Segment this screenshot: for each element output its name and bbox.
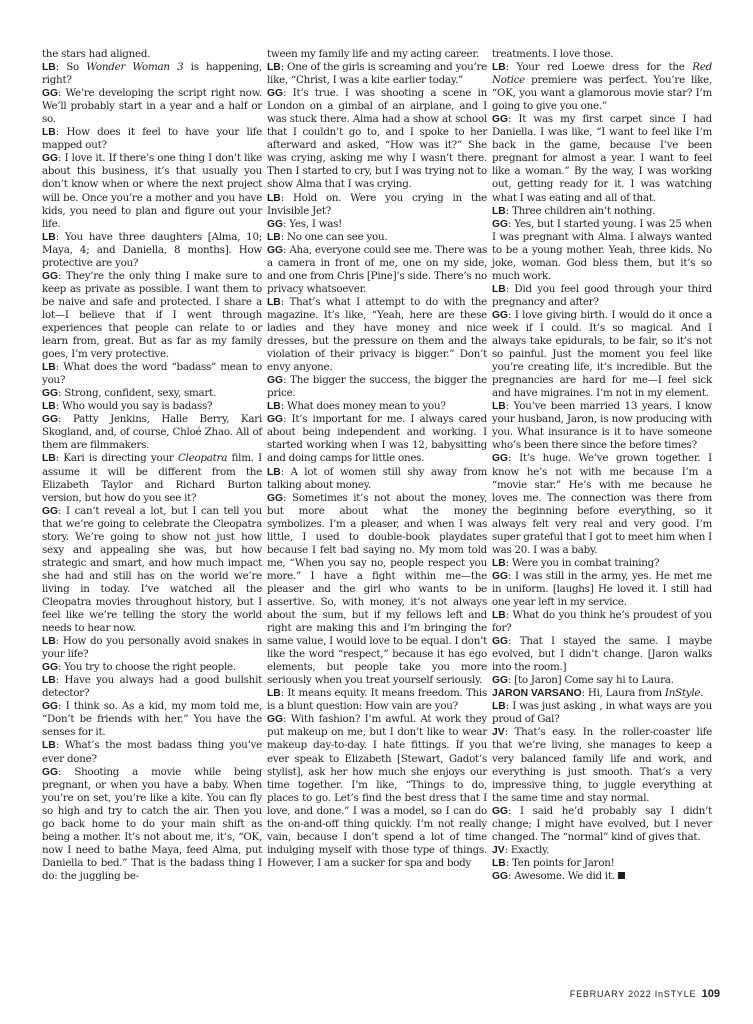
speaker-label: GG [492,218,509,230]
speaker-label: GG [492,675,509,687]
speaker-label: LB [492,62,506,74]
speaker-label: GG [42,766,59,778]
interview-paragraph: GG: I said he’d probably say I didn’t change; I might have evolved, but I never changed. The “normal” kind of gives that. [492,804,712,843]
interview-paragraph: GG: We’re developing the script right now. We’ll probably start in a year and a half or so. [42,87,262,126]
interview-paragraph: GG: It’s important for me. I always cared about being independent and working. I started working when I was 12, babysitting and doing camps for little ones. [267,413,487,465]
speaker-label: LB [267,192,281,204]
interview-paragraph: LB: What’s the most badass thing you’ve ever done? [42,739,262,765]
speaker-label: GG [267,492,284,504]
speaker-label: LB [42,740,56,752]
paragraph-text-cont: premiere was perfect. You’re like, “OK, you want a glamorous movie star? I’m going to give you one.” [492,74,712,113]
speaker-label: GG [492,453,509,465]
interview-paragraph: GG: I love it. If there’s one thing I don’t like about this business, it’s that usually you don’t know when or where the next project will be. Once you’re a mother and you have kids, you need to plan and figure out your life. [42,152,263,230]
paragraph-text: They’re the only thing I make sure to keep as private as possible. I want them to be naive and safe and protected. I share a lot—I believe that if I went through experiences that people can relate to or learn from, great. But as far as my family goes, I’m very protective. [42,269,262,361]
paragraph-text: I said he’d probably say I didn’t change; I might have evolved, but I never changed. The “normal” kind of gives that. [492,804,712,843]
paragraph-text: Awesome. We did it. [514,869,615,882]
interview-paragraph: LB: Who would you say is badass? [42,400,213,413]
paragraph-text: Who would you say is badass? [61,400,213,413]
interview-paragraph: GG: The bigger the success, the bigger the price. [267,374,487,400]
speaker-label: LB [267,62,281,74]
speaker-label: GG [267,244,284,256]
interview-paragraph: LB: Three children ain’t nothing. [492,204,656,217]
speaker-label: LB [492,610,506,622]
interview-paragraph: GG: It’s huge. We’ve grown together. I know he’s not with me because I’m a “movie star.” He’s with me because he loves me. The connection was there from the beginning before everything, so it always felt very real and very good. I’m super grateful that I got to meet him when I was 20. I was a baby. [492,452,713,556]
paragraph-text: Kari is directing your [63,452,178,465]
text-column-1 [42,48,262,883]
interview-paragraph: LB: What does money mean to you? [267,400,446,413]
interview-paragraph: GG: Awesome. We did it. [492,870,712,883]
interview-paragraph: LB: That’s what I attempt to do with the magazine. It’s like, “Yeah, here are these ladies and they have money and nice dresses, but the pressure on them and the violation of their privacy is bigger.” Don’t envy anyone. [267,295,487,374]
speaker-label: LB [267,466,281,478]
paragraph-text: Exactly. [510,843,550,856]
speaker-label: LB [42,362,56,374]
italic-title: Red Notice [492,61,712,87]
interview-paragraph: GG: I think so. As a kid, my mom told me, “Don’t be friends with her.” You have the senses for it. [42,700,262,739]
interview-paragraph: LB: How do you personally avoid snakes in your life? [42,635,262,661]
paragraph-text: Your red Loewe dress for the [516,61,693,74]
paragraph-text: Patty Jenkins, Halle Berry, Kari Skogland, and, of course, Chloé Zhao. All of them are filmmakers. [42,413,262,452]
interview-paragraph: GG: Sometimes it’s not about the money, but more about what the money symbolizes. I’m a pleaser, and when I was little, I used to double-book playdates because I felt bad saying no. My mom told me, “When you say no, people respect you more.” I have a fight within me—the pleaser and the girl who wants to be assertive. So, with money, it’s not always about the sum, but if my fellows left and right are making this and I’m bringing the same value, I would love to be equal. I don’t like the word “respect,” because it has ego elements, but people take you more seriously when you treat yourself seriously. [267,491,487,687]
paragraph-text: Shooting a movie while being pregnant, or when you have a baby. When you’re on set, you’re like a kite. You can fly so high and try to catch the air. Then you go back home to do your main shift as being a mother. It’s not about me, it’s, “OK, now I need to bathe Maya, feed Alma, put Daniella to bed.” That is the badass thing I do: the juggling be- [42,765,262,882]
interview-paragraph: GG: Shooting a movie while being pregnant, or when you have a baby. When you’re on set, you’re like a kite. You can fly so high and try to catch the air. Then you go back home to do your main shift as being a mother. It’s not about me, it’s, “OK, now I need to bathe Maya, feed Alma, put Daniella to bed.” That is the badass thing I do: the juggling be- [42,765,262,882]
interview-paragraph: JV: Exactly. [492,843,550,856]
speaker-label: JARON VARSANO [492,688,582,700]
interview-paragraph: LB: So Wonder Woman 3 is happening, right? [42,61,262,87]
paragraph-text: It was my first carpet since I had Daniella. I was like, “I want to feel like I’m back in the game, because I’ve been pregnant for almost a year. I want to feel like a woman.” By the way, I was working out, getting ready for it. I was watching what I was eating and all of that. [492,113,712,204]
interview-paragraph: GG: It’s true. I was shooting a scene in London on a gimbal of an airplane, and I was stuck there. Alma had a show at school that I couldn’t go to, and I spoke to her afterward and asked, “How was it?” She was crying, asking me why I wasn’t there. Then I started to cry, but I was trying not to show Alma that I was crying. [267,87,487,191]
paragraph-text: That’s what I attempt to do with the magazine. It’s like, “Yeah, here are these ladies and they have money and nice dresses, but the pressure on them and the violation of their privacy is bigger.” Don’t envy anyone. [267,295,487,374]
speaker-label: LB [42,675,56,687]
interview-paragraph: LB: Have you always had a good bullshit detector? [42,674,262,700]
paragraph-text: It’s important for me. I always cared about being independent and working. I started working when I was 12, babysitting and doing camps for little ones. [267,413,487,465]
interview-paragraph: LB: Were you in combat training? [492,556,660,569]
speaker-label: LB [267,401,281,413]
interview-paragraph: GG: Yes, but I started young. I was 25 when I was pregnant with Alma. I always wanted to be a young mother. Yeah, three kids. No joke, woman. God bless them, but it’s so much work. [492,217,712,282]
paragraph-text: What does the word “badass” mean to you? [42,361,262,387]
speaker-label: GG [267,375,284,387]
speaker-label: JV [492,844,505,856]
paragraph-text-cont: . [700,687,704,700]
interview-paragraph: GG: I can’t reveal a lot, but I can tell you that we’re going to celebrate the Cleopatra story. We’re going to show not just how sexy and appealing she was, but how strategic and smart, and how much impact she had and still has on the world we’re living in today. I’ve watched all the Cleopatra movies throughout history, but I feel like we’re telling the story the world needs to hear now. [42,504,262,635]
interview-paragraph: GG: [to Jaron] Come say hi to Laura. [492,674,674,687]
paragraph-text: Have you always had a good bullshit detector? [42,674,262,700]
interview-paragraph: LB: Kari is directing your Cleopatra film. I assume it will be different from the Elizabeth Taylor and Richard Burton version, but how do you see it? [42,452,262,504]
interview-paragraph: LB: Did you feel good through your third pregnancy and after? [492,282,712,308]
speaker-label: GG [267,414,284,426]
italic-title: Cleopatra [177,452,228,465]
page-number: 109 [701,988,720,1000]
speaker-label: LB [42,62,56,74]
paragraph-text: You try to choose the right people. [64,661,236,674]
interview-paragraph: GG: That I stayed the same. I maybe evolved, but I didn’t change. [Jaron walks into the room.] [492,635,713,674]
paragraph-text: I was still in the army, yes. He met me in uniform. [laughs] He loved it. I still had one year left in my service. [492,569,712,608]
interview-paragraph: LB: It means equity. It means freedom. This is a blunt question: How vain are you? [267,687,488,713]
interview-paragraph: GG: They’re the only thing I make sure to keep as private as possible. I want them to be naive and safe and protected. I share a lot—I believe that if I went through experiences that people can relate to or learn from, great. But as far as my family goes, I’m very protective. [42,269,262,361]
paragraph-text: tween my family life and my acting career. [267,48,479,60]
speaker-label: GG [492,309,509,321]
paragraph-text: How do you personally avoid snakes in your life? [42,635,262,661]
speaker-label: LB [492,857,506,869]
footer-issue: FEBRUARY 2022 [569,989,652,999]
speaker-label: LB [42,401,56,413]
speaker-label: GG [492,870,509,882]
paragraph-text-cont: film. I assume it will be different from the Elizabeth Taylor and Richard Burton version, but how do you see it? [42,452,262,504]
speaker-label: GG [267,88,284,100]
paragraph-text: Yes, but I started young. I was 25 when I was pregnant with Alma. I always wanted to be a young mother. Yeah, three kids. No joke, woman. God bless them, but it’s so much work. [492,217,712,282]
end-mark-icon [618,872,625,879]
speaker-label: GG [42,701,59,713]
paragraph-text: You’ve been married 13 years. I know your husband, Jaron, is now producing with you. What insurance is it to have someone who’s been there since the before times? [492,400,712,452]
paragraph-text: Sometimes it’s not about the money, but more about what the money symbolizes. I’m a pleaser, and when I was little, I used to double-book playdates because I felt bad saying no. My mom told me, “When you say no, people respect you more.” I have a fight within me—the pleaser and the girl who wants to be assertive. So, with money, it’s not always about the sum, but if my fellows left and right are making this and I’m bringing the same value, I would love to be equal. I don’t like the word “respect,” because it has ego elements, but people take you more seriously when you treat yourself seriously. [267,491,487,687]
paragraph-text: What’s the most badass thing you’ve ever done? [42,739,262,765]
interview-paragraph [492,48,712,61]
speaker-label: GG [492,636,509,648]
paragraph-text: Hi, Laura from [587,687,665,700]
speaker-label: GG [267,218,284,230]
speaker-label: GG [267,714,284,726]
interview-paragraph: GG: With fashion? I’m awful. At work they put makeup on me, but I don’t like to wear makeup day-to-day. I hate fittings. If you ever speak to Elizabeth [Stewart, Gadot’s stylist], ask her how much she enjoys our time together. I’m like, “Things to do, places to go. Let’s find the best dress that I love, and done.” I was a model, so I can do the on-and-off thing quickly. I’m not really vain, because I don’t spend a lot of time indulging myself with those type of things. However, I am a sucker for spa and body [267,713,487,869]
interview-paragraph: LB: Hold on. Were you crying in the Invisible Jet? [267,191,487,217]
paragraph-text: The bigger the success, the bigger the price. [267,374,487,400]
speaker-label: GG [492,570,509,582]
speaker-label: JV [492,727,505,739]
interview-paragraph [42,48,262,61]
paragraph-text: So [66,61,87,74]
text-column-2 [267,48,487,870]
speaker-label: LB [492,557,506,569]
interview-paragraph: LB: You’ve been married 13 years. I know your husband, Jaron, is now producing with you. What insurance is it to have someone who’s been there since the before times? [492,400,712,452]
speaker-label: GG [42,414,59,426]
paragraph-text: You have three daughters [Alma, 10; Maya, 4; and Daniella, 8 months]. How protective are you? [42,230,262,269]
speaker-label: GG [42,662,59,674]
speaker-label: LB [492,283,506,295]
paragraph-text: A lot of women still shy away from talking about money. [267,465,487,491]
paragraph-text: Aha, everyone could see me. There was a camera in front of me, one on my side, and one from Chris [Pine]’s side. There’s no privacy whatsoever. [267,243,487,295]
speaker-label: GG [492,805,509,817]
paragraph-text: treatments. I love those. [492,48,614,60]
paragraph-text-cont: is happening, right? [42,61,262,87]
interview-paragraph: LB: No one can see you. [267,230,388,243]
paragraph-text: What do you think he’s proudest of you for? [492,609,713,635]
interview-paragraph: GG: I was still in the army, yes. He met me in uniform. [laughs] He loved it. I still had one year left in my service. [492,569,712,608]
speaker-label: LB [492,205,506,217]
speaker-label: GG [42,153,59,165]
text-column-3 [492,48,712,883]
paragraph-text: the stars had aligned. [42,48,151,60]
paragraph-text: It’s huge. We’ve grown together. I know he’s not with me because I’m a “movie star.” He’s with me because he loves me. The connection was there from the beginning before everything, so it always felt very real and very good. I’m super grateful that I got to meet him when I was 20. I was a baby. [492,452,713,556]
interview-paragraph: GG: Yes, I was! [267,217,343,230]
speaker-label: GG [492,114,509,126]
paragraph-text: I can’t reveal a lot, but I can tell you that we’re going to celebrate the Cleopatra story. We’re going to show not just how sexy and appealing she was, but how strategic and smart, and how much impact she had and still has on the world we’re living in today. I’ve watched all the Cleopatra movies throughout history, but I feel like we’re telling the story the world needs to hear now. [42,504,262,635]
interview-paragraph: LB: Your red Loewe dress for the Red Notice premiere was perfect. You’re like, “OK, you want a glamorous movie star? I’m going to give you one.” [492,61,712,113]
interview-paragraph: LB: One of the girls is screaming and you’re like, “Christ, I was a kite earlier today.” [267,61,488,87]
paragraph-text: That’s easy. In the roller-coaster life that we’re living, she manages to keep a very balanced family life and work, and everything is just smooth. That’s a very impressive thing, to juggle everything at the same time and stay normal. [492,726,712,804]
speaker-label: LB [42,636,56,648]
paragraph-text: It means equity. It means freedom. This is a blunt question: How vain are you? [267,687,488,713]
paragraph-text: That I stayed the same. I maybe evolved, but I didn’t change. [Jaron walks into the room.] [492,635,713,674]
paragraph-text: We’re developing the script right now. We’ll probably start in a year and a half or so. [42,87,262,126]
speaker-label: LB [267,688,281,700]
interview-paragraph: LB: You have three daughters [Alma, 10; Maya, 4; and Daniella, 8 months]. How protective are you? [42,230,262,269]
interview-paragraph: LB: How does it feel to have your life mapped out? [42,126,262,152]
interview-paragraph [267,48,487,61]
interview-paragraph: GG: Strong, confident, sexy, smart. [42,387,217,400]
paragraph-text: No one can see you. [286,230,388,243]
paragraph-text: Were you in combat training? [511,556,660,569]
paragraph-text: What does money mean to you? [286,400,446,413]
paragraph-text: Three children ain’t nothing. [511,204,656,217]
interview-paragraph: LB: What do you think he’s proudest of you for? [492,609,713,635]
speaker-label: LB [267,231,281,243]
paragraph-text: Strong, confident, sexy, smart. [64,387,217,400]
italic-title: InStyle [664,687,701,700]
footer-magazine: InSTYLE [654,989,697,999]
speaker-label: LB [492,401,506,413]
paragraph-text: I think so. As a kid, my mom told me, “Don’t be friends with her.” You have the senses for it. [42,700,262,739]
paragraph-text: Yes, I was! [289,217,343,230]
interview-paragraph: LB: What does the word “badass” mean to you? [42,361,262,387]
speaker-label: GG [42,270,59,282]
interview-paragraph: LB: I was just asking , in what ways are you proud of Gal? [492,700,712,726]
interview-paragraph: GG: You try to choose the right people. [42,661,236,674]
interview-paragraph: LB: A lot of women still shy away from talking about money. [267,465,487,491]
paragraph-text: Ten points for Jaron! [511,856,615,869]
paragraph-text: It’s true. I was shooting a scene in London on a gimbal of an airplane, and I was stuck there. Alma had a show at school that I couldn’t go to, and I spoke to her afterward and asked, “How was it?” She was crying, asking me why I wasn’t there. Then I started to cry, but I was trying not to show Alma that I was crying. [267,87,487,191]
speaker-label: LB [42,453,56,465]
paragraph-text: With fashion? I’m awful. At work they put makeup on me, but I don’t like to wear makeup day-to-day. I hate fittings. If you ever speak to Elizabeth [Stewart, Gadot’s stylist], ask her how much she enjoys our time together. I’m like, “Things to do, places to go. Let’s find the best dress that I love, and done.” I was a model, so I can do the on-and-off thing quickly. I’m not really vain, because I don’t spend a lot of time indulging myself with those type of things. However, I am a sucker for spa and body [267,713,487,869]
paragraph-text: I love giving birth. I would do it once a week if I could. It’s so magical. And I always take epidurals, to be fair, so it’s not so painful. Just the moment you feel like you’re creating life, it’s incredible. But the pregnancies are hard for me—I feel sick and have migraines. I’m not in my element. [492,308,712,400]
paragraph-text: I love it. If there’s one thing I don’t like about this business, it’s that usually you don’t know when or where the next project will be. Once you’re a mother and you have kids, you need to plan and figure out your life. [42,152,263,230]
paragraph-text: Hold on. Were you crying in the Invisible Jet? [267,191,487,217]
speaker-label: LB [492,701,506,713]
interview-paragraph: LB: Ten points for Jaron! [492,856,615,869]
speaker-label: GG [42,88,59,100]
interview-paragraph: JARON VARSANO: Hi, Laura from InStyle. [492,687,704,700]
interview-paragraph: GG: I love giving birth. I would do it once a week if I could. It’s so magical. And I always take epidurals, to be fair, so it’s not so painful. Just the moment you feel like you’re creating life, it’s incredible. But the pregnancies are hard for me—I feel sick and have migraines. I’m not in my element. [492,308,712,400]
interview-paragraph: GG: It was my first carpet since I had Daniella. I was like, “I want to feel like I’m back in the game, because I’ve been pregnant for almost a year. I want to feel like a woman.” By the way, I was working out, getting ready for it. I was watching what I was eating and all of that. [492,113,712,204]
speaker-label: GG [42,388,59,400]
interview-paragraph: GG: Patty Jenkins, Halle Berry, Kari Skogland, and, of course, Chloé Zhao. All of them are filmmakers. [42,413,262,452]
paragraph-text: Did you feel good through your third pregnancy and after? [492,282,712,308]
speaker-label: LB [42,127,56,139]
paragraph-text: How does it feel to have your life mapped out? [42,126,262,152]
speaker-label: GG [42,505,59,517]
italic-title: Wonder Woman 3 [86,61,184,74]
speaker-label: LB [267,296,281,308]
paragraph-text: One of the girls is screaming and you’re like, “Christ, I was a kite earlier today.” [267,61,488,87]
page-footer [560,988,720,1000]
paragraph-text: [to Jaron] Come say hi to Laura. [514,674,674,687]
paragraph-text: I was just asking , in what ways are you proud of Gal? [492,700,712,726]
speaker-label: LB [42,231,56,243]
interview-paragraph: GG: Aha, everyone could see me. There was a camera in front of me, one on my side, and one from Chris [Pine]’s side. There’s no privacy whatsoever. [267,243,487,295]
interview-paragraph: JV: That’s easy. In the roller-coaster life that we’re living, she manages to keep a very balanced family life and work, and everything is just smooth. That’s a very impressive thing, to juggle everything at the same time and stay normal. [492,726,712,804]
